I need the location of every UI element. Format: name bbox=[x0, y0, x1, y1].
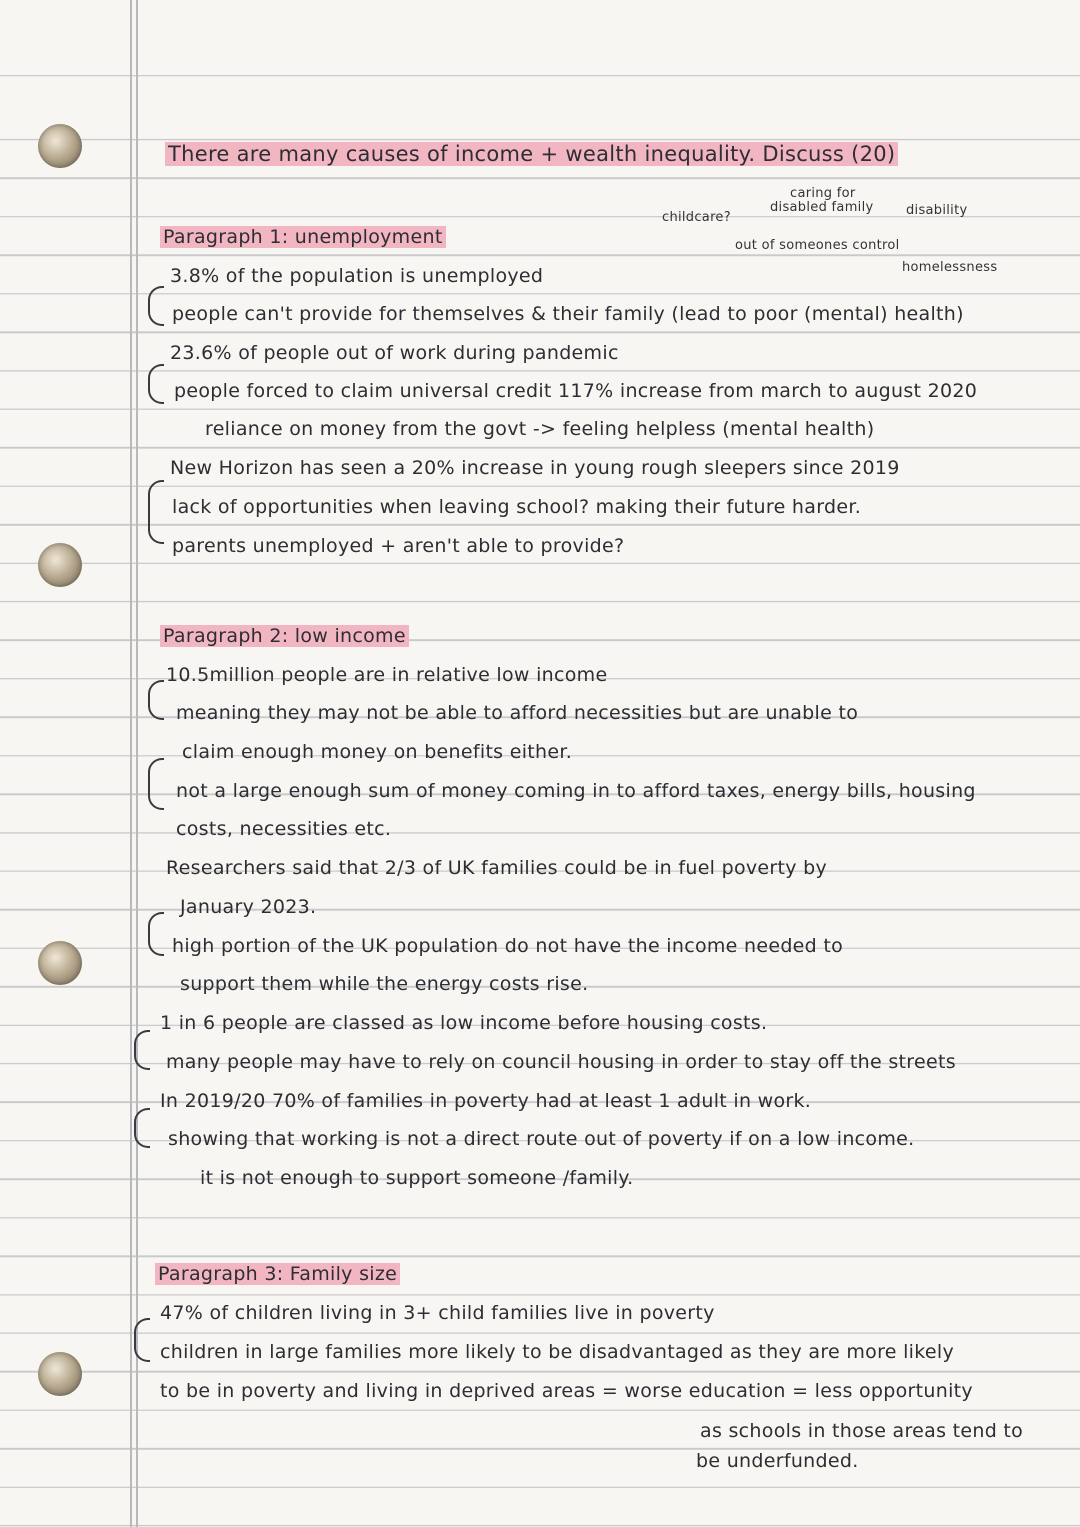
paragraph2-line: In 2019/20 70% of families in poverty had at least 1 adult in work. bbox=[160, 1090, 812, 1112]
punch-hole bbox=[38, 1352, 82, 1396]
paragraph1-line: lack of opportunities when leaving school? making their future harder. bbox=[172, 496, 862, 518]
paragraph3-line: be underfunded. bbox=[696, 1450, 859, 1472]
paragraph2-line: 1 in 6 people are classed as low income before housing costs. bbox=[160, 1012, 768, 1034]
paragraph1-line: reliance on money from the govt -> feeling helpless (mental health) bbox=[205, 418, 875, 440]
paragraph3-heading: Paragraph 3: Family size bbox=[155, 1263, 400, 1285]
margin-line bbox=[130, 0, 132, 1527]
annotation-childcare: childcare? bbox=[662, 210, 731, 225]
annotation-disability: disability bbox=[906, 203, 968, 218]
punch-hole bbox=[38, 124, 82, 168]
paragraph2-line: not a large enough sum of money coming in to afford taxes, energy bills, housing bbox=[176, 780, 976, 802]
annotation-disabled-family: disabled family bbox=[770, 200, 874, 215]
paragraph2-line: January 2023. bbox=[180, 896, 317, 918]
annotation-homelessness: homelessness bbox=[902, 260, 998, 275]
paragraph3-line: children in large families more likely to be disadvantaged as they are more likely bbox=[160, 1341, 954, 1363]
paragraph1-line: New Horizon has seen a 20% increase in young rough sleepers since 2019 bbox=[170, 457, 900, 479]
paragraph2-line: many people may have to rely on council housing in order to stay off the streets bbox=[166, 1051, 956, 1073]
paragraph1-heading: Paragraph 1: unemployment bbox=[160, 226, 446, 248]
bracket bbox=[148, 480, 164, 544]
paragraph2-line: support them while the energy costs rise. bbox=[180, 973, 589, 995]
page-top-margin bbox=[0, 0, 1080, 40]
paragraph2-line: Researchers said that 2/3 of UK families could be in fuel poverty by bbox=[166, 857, 828, 879]
paragraph2-line: it is not enough to support someone /family. bbox=[200, 1167, 634, 1189]
paragraph2-line: 10.5million people are in relative low income bbox=[166, 664, 608, 686]
paragraph3-line: 47% of children living in 3+ child families live in poverty bbox=[160, 1302, 715, 1324]
punch-hole bbox=[38, 543, 82, 587]
paragraph2-line: high portion of the UK population do not have the income needed to bbox=[172, 935, 844, 957]
annotation-caring-for: caring for bbox=[790, 186, 856, 201]
paragraph1-line: 3.8% of the population is unemployed bbox=[170, 265, 544, 287]
paragraph1-line: people forced to claim universal credit 117% increase from march to august 2020 bbox=[174, 380, 978, 402]
bracket bbox=[148, 758, 164, 810]
paragraph3-line: as schools in those areas tend to bbox=[700, 1420, 1024, 1442]
bracket bbox=[148, 680, 164, 720]
paragraph2-heading: Paragraph 2: low income bbox=[160, 625, 409, 647]
bracket bbox=[148, 912, 164, 956]
paragraph1-line: 23.6% of people out of work during pandemic bbox=[170, 342, 619, 364]
annotation-out-of-control: out of someones control bbox=[735, 238, 900, 253]
paragraph2-line: showing that working is not a direct route out of poverty if on a low income. bbox=[168, 1128, 915, 1150]
bracket bbox=[134, 1108, 150, 1148]
bracket bbox=[148, 286, 164, 326]
paragraph2-line: meaning they may not be able to afford necessities but are unable to bbox=[176, 702, 859, 724]
margin-line bbox=[136, 0, 138, 1527]
bracket bbox=[134, 1318, 150, 1362]
paragraph2-line: costs, necessities etc. bbox=[176, 818, 392, 840]
paragraph1-line: people can't provide for themselves & their family (lead to poor (mental) health) bbox=[172, 303, 964, 325]
bracket bbox=[148, 364, 164, 404]
bracket bbox=[134, 1030, 150, 1070]
paragraph1-line: parents unemployed + aren't able to provide? bbox=[172, 535, 625, 557]
essay-title: There are many causes of income + wealth inequality. Discuss (20) bbox=[165, 142, 898, 166]
paragraph2-line: claim enough money on benefits either. bbox=[182, 741, 573, 763]
paragraph3-line: to be in poverty and living in deprived areas = worse education = less opportunity bbox=[160, 1380, 973, 1402]
punch-hole bbox=[38, 941, 82, 985]
